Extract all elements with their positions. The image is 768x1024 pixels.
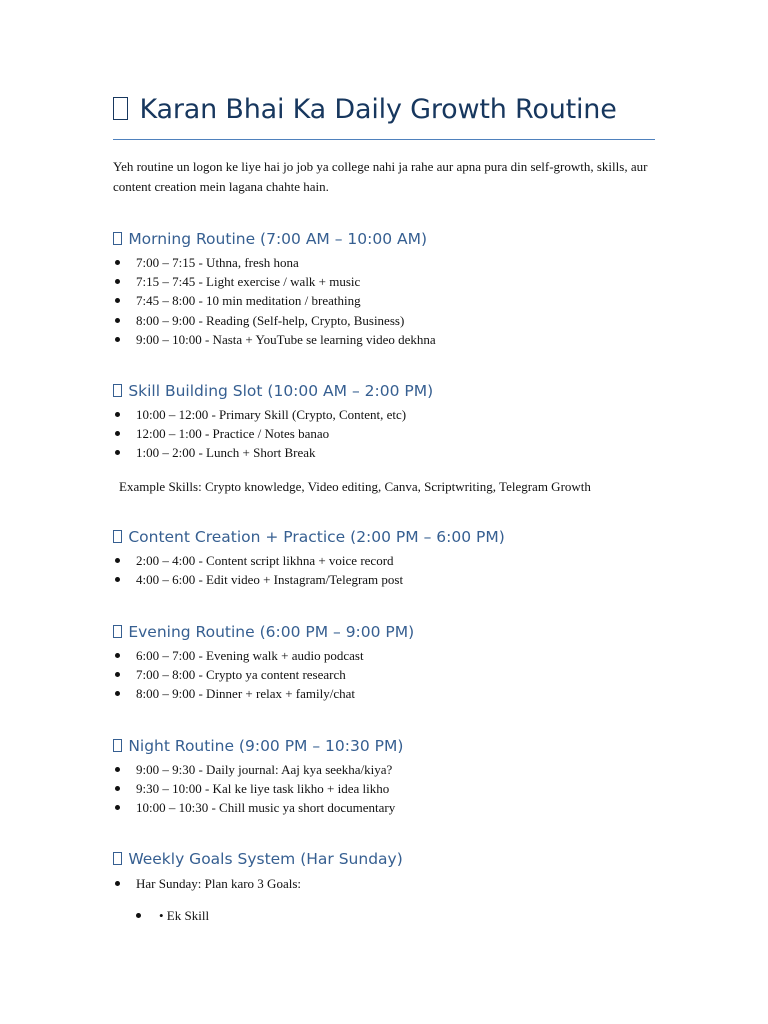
missing-glyph-icon [113, 384, 122, 397]
list-item-text: 6:00 – 7:00 - Evening walk + audio podcast [136, 648, 364, 663]
list-item-text: 7:15 – 7:45 - Light exercise / walk + music [136, 274, 361, 290]
missing-glyph-icon [113, 739, 122, 752]
list-item [113, 291, 673, 310]
list-item [113, 253, 673, 272]
list-item [113, 443, 673, 462]
bullet-icon [115, 786, 120, 791]
list-item-text: 12:00 – 1:00 - Practice / Notes banao [136, 426, 330, 442]
list-item [113, 551, 673, 570]
section-heading-evening [113, 623, 414, 641]
bullet-icon [115, 805, 120, 810]
list-item [113, 874, 673, 893]
bullet-icon [115, 298, 120, 303]
list-item [113, 272, 673, 291]
content-creation-list [113, 551, 673, 589]
bullet-icon [115, 767, 120, 772]
example-skills-note: Example Skills: Crypto knowledge, Video editing, Canva, Scriptwriting, Telegram Growth [119, 479, 591, 494]
skill-building-list [113, 405, 673, 463]
document-title [113, 94, 655, 125]
bullet-icon [115, 412, 120, 417]
weekly-goals-list [113, 874, 673, 893]
section-heading-text: Weekly Goals System (Har Sunday) [128, 850, 403, 868]
bullet-icon [115, 691, 120, 696]
morning-routine-list [113, 253, 673, 349]
bullet-icon [115, 279, 120, 284]
evening-routine-list [113, 646, 673, 704]
bullet-icon [115, 450, 120, 455]
list-item-text: 4:00 – 6:00 - Edit video + Instagram/Telegram post [136, 572, 404, 588]
list-item-text: Har Sunday: Plan karo 3 Goals: [136, 876, 302, 891]
list-item-text: 7:00 – 8:00 - Crypto ya content research [136, 667, 346, 683]
section-heading-text: Skill Building Slot (10:00 AM – 2:00 PM) [128, 382, 434, 400]
list-item [113, 665, 673, 684]
sub-list-item-text: • Ek Skill [159, 908, 210, 923]
title-underline [113, 139, 655, 140]
section-heading-content-creation [113, 528, 505, 546]
list-item-text: 9:30 – 10:00 - Kal ke liye task likho + idea likho [136, 781, 390, 797]
list-item [113, 798, 673, 817]
list-item-text: 10:00 – 10:30 - Chill music ya short documentary [136, 800, 396, 816]
missing-glyph-icon [113, 852, 122, 865]
list-item [113, 760, 673, 779]
list-item-text: 2:00 – 4:00 - Content script likhna + voice record [136, 553, 394, 568]
list-item-text: 10:00 – 12:00 - Primary Skill (Crypto, Content, etc) [136, 407, 407, 422]
list-item [113, 405, 673, 424]
bullet-icon [115, 881, 120, 886]
sub-list-item [136, 906, 209, 925]
list-item [113, 646, 673, 665]
bullet-icon [115, 577, 120, 582]
list-item-text: 1:00 – 2:00 - Lunch + Short Break [136, 445, 316, 461]
bullet-icon [115, 431, 120, 436]
missing-glyph-icon [113, 530, 122, 543]
bullet-icon [115, 260, 120, 265]
list-item-text: 8:00 – 9:00 - Dinner + relax + family/chat [136, 686, 355, 702]
section-heading-morning [113, 230, 427, 248]
section-heading-text: Content Creation + Practice (2:00 PM – 6:00 PM) [128, 528, 505, 546]
section-heading-text: Evening Routine (6:00 PM – 9:00 PM) [128, 623, 415, 641]
list-item [113, 311, 673, 330]
list-item [113, 684, 673, 703]
list-item [113, 424, 673, 443]
list-item-text: 7:45 – 8:00 - 10 min meditation / breathing [136, 293, 361, 309]
bullet-icon [115, 672, 120, 677]
section-heading-text: Night Routine (9:00 PM – 10:30 PM) [128, 737, 404, 755]
section-heading-weekly-goals [113, 850, 403, 868]
bullet-icon [136, 913, 141, 918]
list-item-text: 7:00 – 7:15 - Uthna, fresh hona [136, 255, 299, 270]
section-heading-skill-building [113, 382, 433, 400]
document-title-text: Karan Bhai Ka Daily Growth Routine [139, 94, 617, 125]
missing-glyph-icon [113, 625, 122, 638]
list-item-text: 9:00 – 9:30 - Daily journal: Aaj kya seekha/kiya? [136, 762, 393, 777]
list-item [113, 779, 673, 798]
list-item-text: 9:00 – 10:00 - Nasta + YouTube se learning video dekhna [136, 331, 436, 347]
list-item [113, 330, 673, 349]
section-heading-night [113, 737, 403, 755]
list-item-text: 8:00 – 9:00 - Reading (Self-help, Crypto, Business) [136, 312, 405, 328]
bullet-icon [115, 318, 120, 323]
night-routine-list [113, 760, 673, 818]
bullet-icon [115, 558, 120, 563]
intro-paragraph: Yeh routine un logon ke liye hai jo job ya college nahi ja rahe aur apna pura din self-growth, skills, aur content creation mein lagana chahte hain. [113, 159, 648, 194]
bullet-icon [115, 337, 120, 342]
section-heading-text: Morning Routine (7:00 AM – 10:00 AM) [128, 230, 428, 248]
bullet-icon [115, 653, 120, 658]
list-item [113, 570, 673, 589]
missing-glyph-icon [113, 232, 122, 245]
missing-glyph-icon [113, 97, 128, 120]
